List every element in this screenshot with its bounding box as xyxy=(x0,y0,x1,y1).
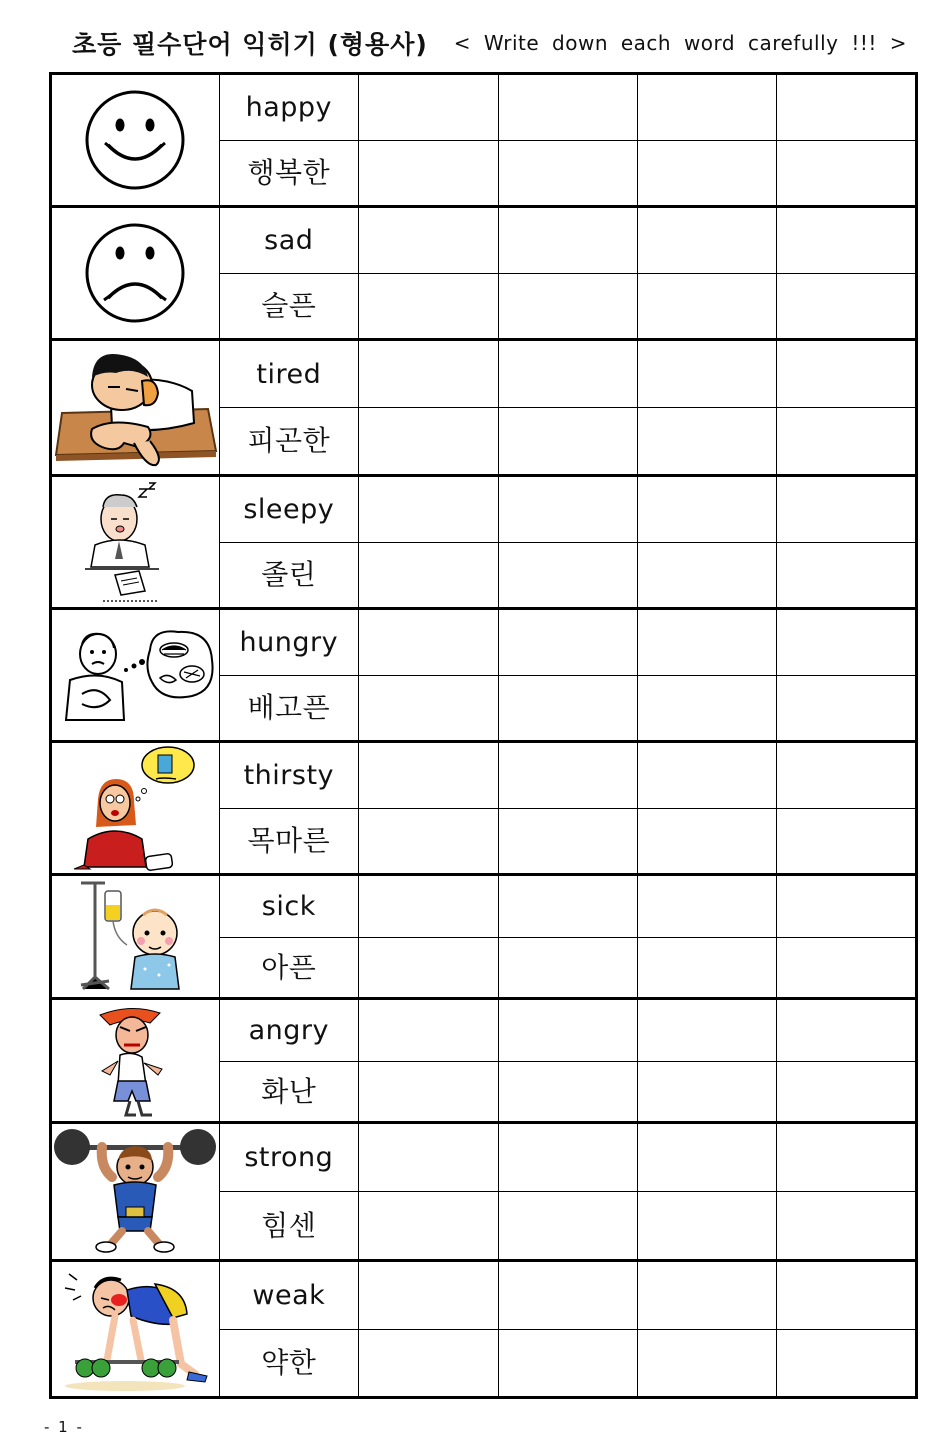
writing-cell[interactable] xyxy=(359,938,498,999)
writing-cell[interactable] xyxy=(637,1330,776,1398)
word-row xyxy=(51,1123,917,1192)
writing-cell[interactable] xyxy=(777,609,917,676)
writing-cell[interactable] xyxy=(777,938,917,999)
writing-cell[interactable] xyxy=(637,476,776,543)
writing-cell[interactable] xyxy=(777,1261,917,1330)
writing-cell[interactable] xyxy=(777,742,917,809)
english-word: sad xyxy=(219,207,358,274)
writing-cell[interactable] xyxy=(498,340,637,408)
korean-meaning: 배고픈 xyxy=(219,676,358,742)
writing-cell[interactable] xyxy=(498,875,637,938)
writing-cell[interactable] xyxy=(637,274,776,340)
korean-meaning: 슬픈 xyxy=(219,274,358,340)
thirsty-person-icon xyxy=(70,743,200,873)
english-word: weak xyxy=(219,1261,358,1330)
writing-cell[interactable] xyxy=(359,1330,498,1398)
writing-cell[interactable] xyxy=(637,999,776,1062)
picture-cell xyxy=(51,74,220,207)
writing-cell[interactable] xyxy=(498,141,637,207)
writing-cell[interactable] xyxy=(359,476,498,543)
word-row xyxy=(51,875,917,938)
writing-cell[interactable] xyxy=(777,207,917,274)
picture-cell xyxy=(51,1261,220,1398)
word-row xyxy=(51,340,917,408)
korean-meaning: 피곤한 xyxy=(219,408,358,476)
writing-cell[interactable] xyxy=(359,543,498,609)
word-row xyxy=(51,999,917,1062)
writing-cell[interactable] xyxy=(777,74,917,141)
korean-meaning: 아픈 xyxy=(219,938,358,999)
writing-cell[interactable] xyxy=(637,408,776,476)
writing-cell[interactable] xyxy=(498,1261,637,1330)
writing-cell[interactable] xyxy=(498,543,637,609)
strong-weightlifter-icon xyxy=(52,1127,218,1257)
korean-meaning: 약한 xyxy=(219,1330,358,1398)
writing-cell[interactable] xyxy=(498,1330,637,1398)
writing-cell[interactable] xyxy=(359,1261,498,1330)
writing-cell[interactable] xyxy=(777,141,917,207)
picture-cell xyxy=(51,742,220,875)
writing-cell[interactable] xyxy=(359,74,498,141)
writing-cell[interactable] xyxy=(777,408,917,476)
writing-cell[interactable] xyxy=(359,207,498,274)
tired-person-icon xyxy=(52,343,218,473)
english-word: strong xyxy=(219,1123,358,1192)
writing-cell[interactable] xyxy=(359,809,498,875)
sick-baby-icon xyxy=(75,877,195,997)
writing-cell[interactable] xyxy=(359,408,498,476)
korean-meaning: 화난 xyxy=(219,1062,358,1123)
english-word: hungry xyxy=(219,609,358,676)
writing-cell[interactable] xyxy=(498,938,637,999)
writing-cell[interactable] xyxy=(777,1192,917,1261)
writing-cell[interactable] xyxy=(777,1123,917,1192)
writing-cell[interactable] xyxy=(777,1330,917,1398)
writing-cell[interactable] xyxy=(777,1062,917,1123)
writing-cell[interactable] xyxy=(498,609,637,676)
picture-cell xyxy=(51,999,220,1123)
writing-cell[interactable] xyxy=(498,408,637,476)
vocabulary-worksheet xyxy=(49,72,918,1399)
page-title: 초등 필수단어 익히기 (형용사) xyxy=(72,30,428,59)
korean-meaning: 목마른 xyxy=(219,809,358,875)
page-number: - 1 - xyxy=(44,1418,84,1436)
writing-cell[interactable] xyxy=(498,476,637,543)
writing-cell[interactable] xyxy=(359,676,498,742)
writing-cell[interactable] xyxy=(637,1062,776,1123)
sleepy-person-icon xyxy=(75,479,195,605)
happy-face-icon xyxy=(80,85,190,195)
writing-cell[interactable] xyxy=(498,74,637,141)
english-word: tired xyxy=(219,340,358,408)
korean-meaning: 행복한 xyxy=(219,141,358,207)
writing-cell[interactable] xyxy=(637,141,776,207)
word-row xyxy=(51,742,917,809)
word-row xyxy=(51,207,917,274)
writing-cell[interactable] xyxy=(637,938,776,999)
korean-meaning: 힘센 xyxy=(219,1192,358,1261)
writing-cell[interactable] xyxy=(359,141,498,207)
writing-cell[interactable] xyxy=(777,875,917,938)
writing-cell[interactable] xyxy=(777,543,917,609)
writing-cell[interactable] xyxy=(498,999,637,1062)
writing-cell[interactable] xyxy=(777,274,917,340)
writing-cell[interactable] xyxy=(637,676,776,742)
writing-cell[interactable] xyxy=(498,1062,637,1123)
writing-cell[interactable] xyxy=(359,609,498,676)
angry-person-icon xyxy=(80,1001,190,1121)
word-row xyxy=(51,74,917,141)
english-word: thirsty xyxy=(219,742,358,809)
writing-cell[interactable] xyxy=(498,1123,637,1192)
writing-cell[interactable] xyxy=(777,476,917,543)
writing-cell[interactable] xyxy=(637,1192,776,1261)
page-header xyxy=(72,22,922,64)
writing-cell[interactable] xyxy=(498,809,637,875)
writing-cell[interactable] xyxy=(637,1123,776,1192)
english-word: angry xyxy=(219,999,358,1062)
picture-cell xyxy=(51,1123,220,1261)
writing-cell[interactable] xyxy=(637,340,776,408)
writing-cell[interactable] xyxy=(777,676,917,742)
writing-cell[interactable] xyxy=(637,74,776,141)
writing-cell[interactable] xyxy=(637,543,776,609)
writing-cell[interactable] xyxy=(359,1192,498,1261)
weak-person-icon xyxy=(55,1264,215,1394)
writing-cell[interactable] xyxy=(637,609,776,676)
writing-cell[interactable] xyxy=(637,207,776,274)
writing-cell[interactable] xyxy=(498,1192,637,1261)
word-row xyxy=(51,609,917,676)
writing-cell[interactable] xyxy=(777,999,917,1062)
picture-cell xyxy=(51,340,220,476)
instruction-text: < Write down each word carefully !!! > xyxy=(453,31,908,55)
writing-cell[interactable] xyxy=(359,999,498,1062)
writing-cell[interactable] xyxy=(359,274,498,340)
writing-cell[interactable] xyxy=(637,742,776,809)
english-word: sick xyxy=(219,875,358,938)
writing-cell[interactable] xyxy=(637,875,776,938)
sad-face-icon xyxy=(80,218,190,328)
word-row xyxy=(51,1261,917,1330)
writing-cell[interactable] xyxy=(359,742,498,809)
word-row xyxy=(51,476,917,543)
picture-cell xyxy=(51,476,220,609)
writing-cell[interactable] xyxy=(637,1261,776,1330)
picture-cell xyxy=(51,609,220,742)
writing-cell[interactable] xyxy=(637,809,776,875)
writing-cell[interactable] xyxy=(498,207,637,274)
picture-cell xyxy=(51,875,220,999)
writing-cell[interactable] xyxy=(359,1062,498,1123)
writing-cell[interactable] xyxy=(359,1123,498,1192)
writing-cell[interactable] xyxy=(498,274,637,340)
writing-cell[interactable] xyxy=(777,809,917,875)
writing-cell[interactable] xyxy=(359,875,498,938)
picture-cell xyxy=(51,207,220,340)
writing-cell[interactable] xyxy=(498,742,637,809)
korean-meaning: 졸린 xyxy=(219,543,358,609)
writing-cell[interactable] xyxy=(498,676,637,742)
english-word: happy xyxy=(219,74,358,141)
english-word: sleepy xyxy=(219,476,358,543)
writing-cell[interactable] xyxy=(359,340,498,408)
hungry-person-icon xyxy=(52,620,218,730)
writing-cell[interactable] xyxy=(777,340,917,408)
